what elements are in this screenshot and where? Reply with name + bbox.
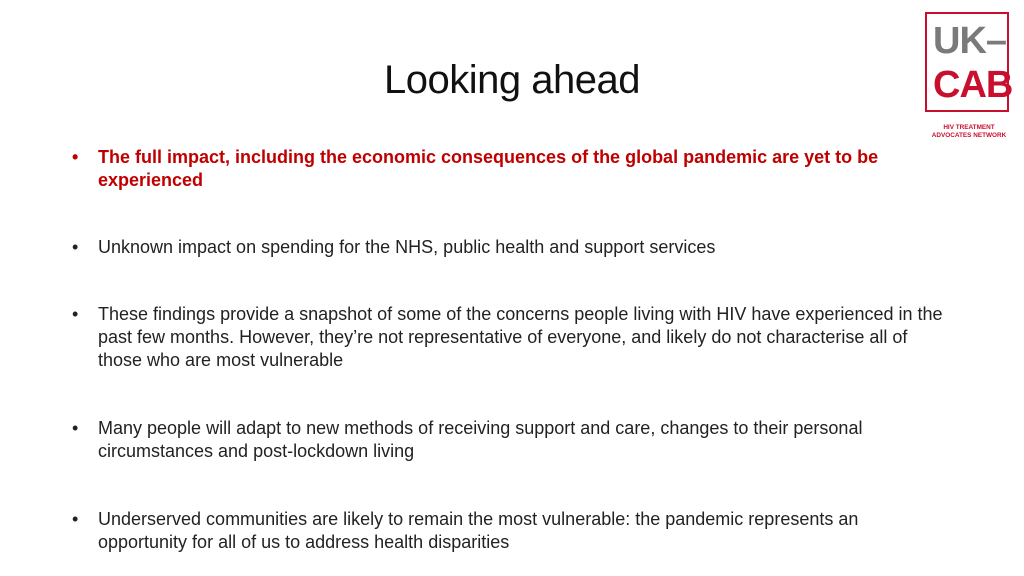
bullet-text: The full impact, including the economic consequences of the global pandemic are yet to be experienced bbox=[98, 147, 879, 190]
bullet-item bbox=[72, 508, 952, 554]
slide-title: Looking ahead bbox=[384, 58, 640, 102]
bullet-text: Many people will adapt to new methods of receiving support and care, changes to their personal circumstances and post-lockdown living bbox=[98, 418, 863, 461]
bullet-dot-icon: • bbox=[72, 509, 79, 529]
logo-box bbox=[925, 12, 1013, 112]
bullet-item bbox=[72, 303, 952, 372]
logo-subtitle-line1: HIV TREATMENT bbox=[943, 124, 995, 131]
bullet-item bbox=[72, 146, 952, 192]
logo-subtitle-line2: ADVOCATES NETWORK bbox=[931, 132, 1007, 139]
logo-subtitle bbox=[923, 124, 1015, 140]
bullet-text: Underserved communities are likely to remain the most vulnerable: the pandemic represents an opportunity for all of us to address health disparities bbox=[98, 509, 859, 552]
bullet-dot-icon: • bbox=[72, 237, 79, 257]
logo-text-cab: CAB bbox=[933, 64, 1013, 106]
bullet-item bbox=[72, 236, 952, 259]
bullet-dot-icon: • bbox=[72, 304, 79, 324]
logo-text-uk: UK– bbox=[933, 20, 1007, 62]
bullet-text: Unknown impact on spending for the NHS, public health and support services bbox=[98, 237, 716, 257]
uk-cab-logo bbox=[923, 12, 1015, 140]
bullet-item bbox=[72, 417, 952, 463]
bullet-dot-icon: • bbox=[72, 147, 79, 167]
bullet-text: These findings provide a snapshot of some of the concerns people living with HIV have experienced in the past few months. However, they’re not representative of everyone, and likely do not characterise all of those who are most vulnerable bbox=[98, 304, 943, 370]
bullet-dot-icon: • bbox=[72, 418, 79, 438]
